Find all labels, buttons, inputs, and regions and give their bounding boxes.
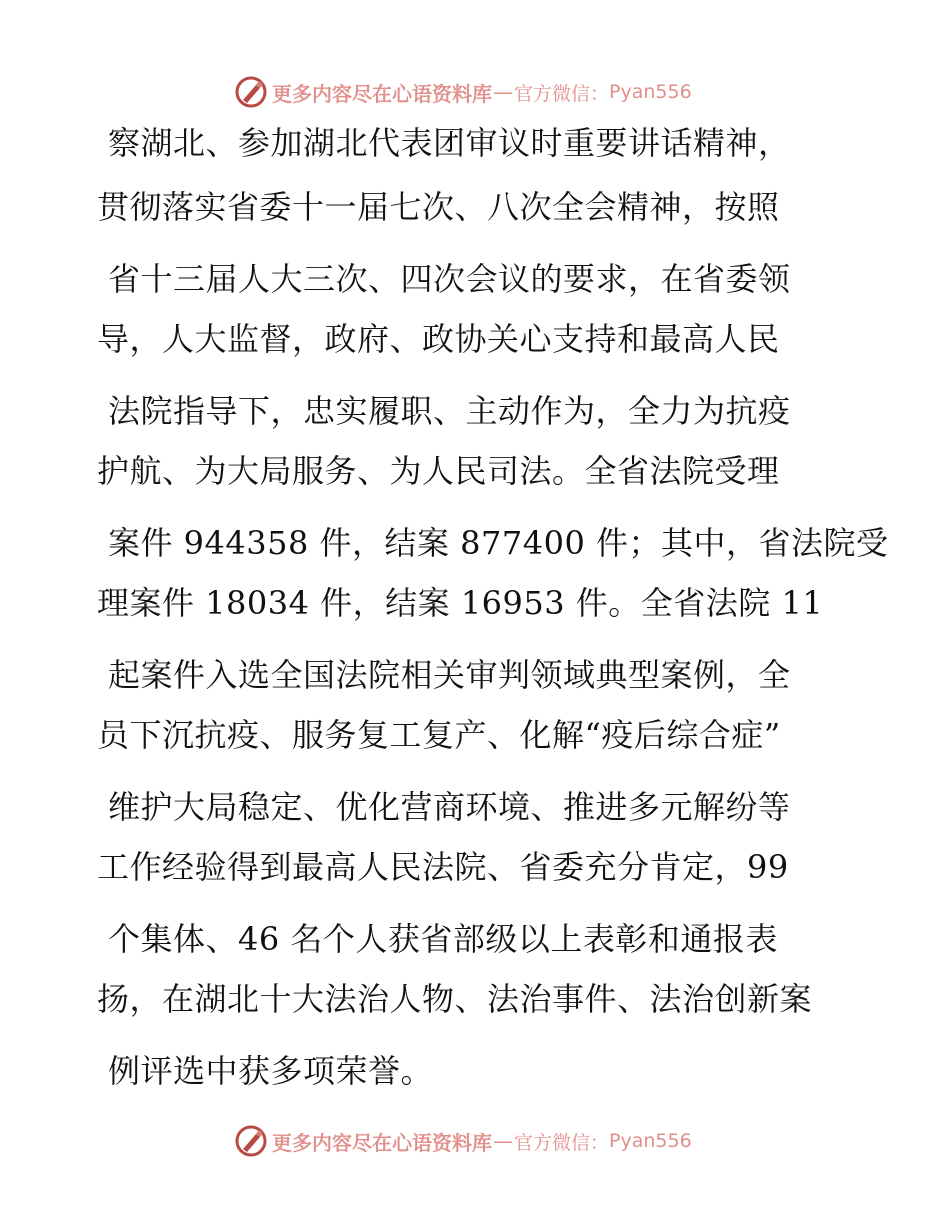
body-line: 理案件 18034 件，结案 16953 件。全省法院 11 — [97, 584, 824, 622]
body-line: 个集体、46 名个人获省部级以上表彰和通报表 — [108, 920, 778, 958]
watermark-brand: 更多内容尽在心语资料库 — [272, 81, 492, 106]
body-line: 察湖北、参加湖北代表团审议时重要讲话精神， — [108, 124, 791, 162]
body-line: 导，人大监督，政府、政协关心支持和最高人民 — [97, 320, 780, 358]
body-line: 护航、为大局服务、为人民司法。全省法院受理 — [97, 452, 780, 490]
pen-circle-logo-icon — [234, 75, 268, 109]
body-line: 例评选中获多项荣誉。 — [108, 1052, 434, 1090]
watermark-wechat-label: 官方微信： — [514, 1131, 610, 1154]
watermark-separator: — — [493, 80, 513, 104]
body-line: 工作经验得到最高人民法院、省委充分肯定，99 — [97, 848, 789, 886]
header-watermark — [234, 72, 692, 112]
body-line: 起案件入选全国法院相关审判领域典型案例，全 — [108, 656, 791, 694]
body-line: 省十三届人大三次、四次会议的要求，在省委领 — [108, 260, 791, 298]
body-line: 扬，在湖北十大法治人物、法治事件、法治创新案 — [97, 980, 813, 1018]
body-line: 维护大局稳定、优化营商环境、推进多元解纷等 — [108, 788, 791, 826]
body-line: 员下沉抗疫、服务复工复产、化解“疫后综合症” — [97, 716, 781, 754]
body-line: 贯彻落实省委十一届七次、八次全会精神，按照 — [97, 188, 780, 226]
footer-watermark — [234, 1121, 692, 1161]
body-line: 法院指导下，忠实履职、主动作为，全力为抗疫 — [108, 392, 791, 430]
pen-circle-logo-icon — [234, 1124, 268, 1158]
watermark-wechat-label: 官方微信： — [514, 82, 610, 105]
watermark-wechat-id: Pyan556 — [609, 81, 692, 103]
watermark-separator: — — [493, 1129, 513, 1153]
watermark-wechat-id: Pyan556 — [609, 1130, 692, 1152]
watermark-brand: 更多内容尽在心语资料库 — [272, 1130, 492, 1155]
body-line: 案件 944358 件，结案 877400 件；其中，省法院受 — [108, 524, 889, 562]
